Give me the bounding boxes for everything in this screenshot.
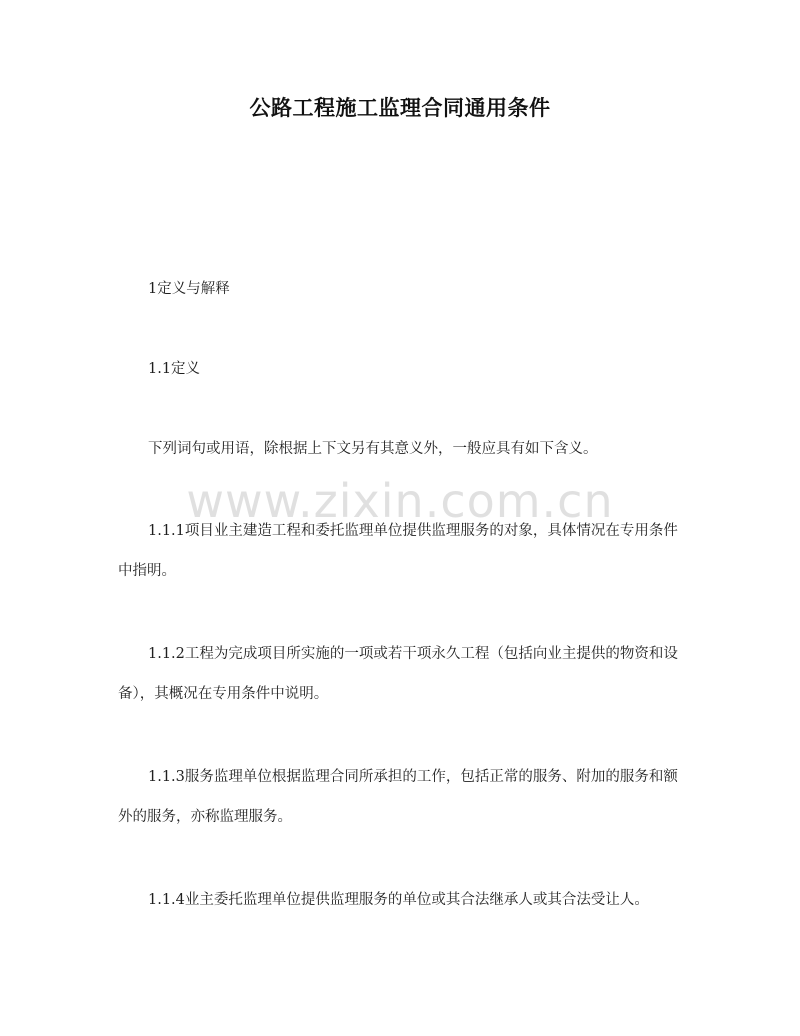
paragraph-1-1-4: 1.1.4业主委托监理单位提供监理服务的单位或其合法继承人或其合法受让人。 [148,892,649,908]
paragraph-1-1-2: 1.1.2工程为完成项目所实施的一项或若干项永久工程（包括向业主提供的物资和设备），其概况在专用条件中说明。 [118,646,678,702]
document-title: 公路工程施工监理合同通用条件 [249,96,551,120]
paragraph-intro: 下列词句或用语，除根据上下文另有其意义外，一般应具有如下含义。 [148,441,598,457]
section-heading-1: 1定义与解释 [148,281,230,297]
paragraph-1-1-1: 1.1.1项目业主建造工程和委托监理单位提供监理服务的对象，具体情况在专用条件中指明。 [118,523,678,579]
section-heading-1-1: 1.1定义 [148,361,201,377]
paragraph-1-1-3: 1.1.3服务监理单位根据监理合同所承担的工作，包括正常的服务、附加的服务和额外的服务，亦称监理服务。 [118,769,678,825]
watermark-text: www.zixin.com.cn [186,474,614,528]
